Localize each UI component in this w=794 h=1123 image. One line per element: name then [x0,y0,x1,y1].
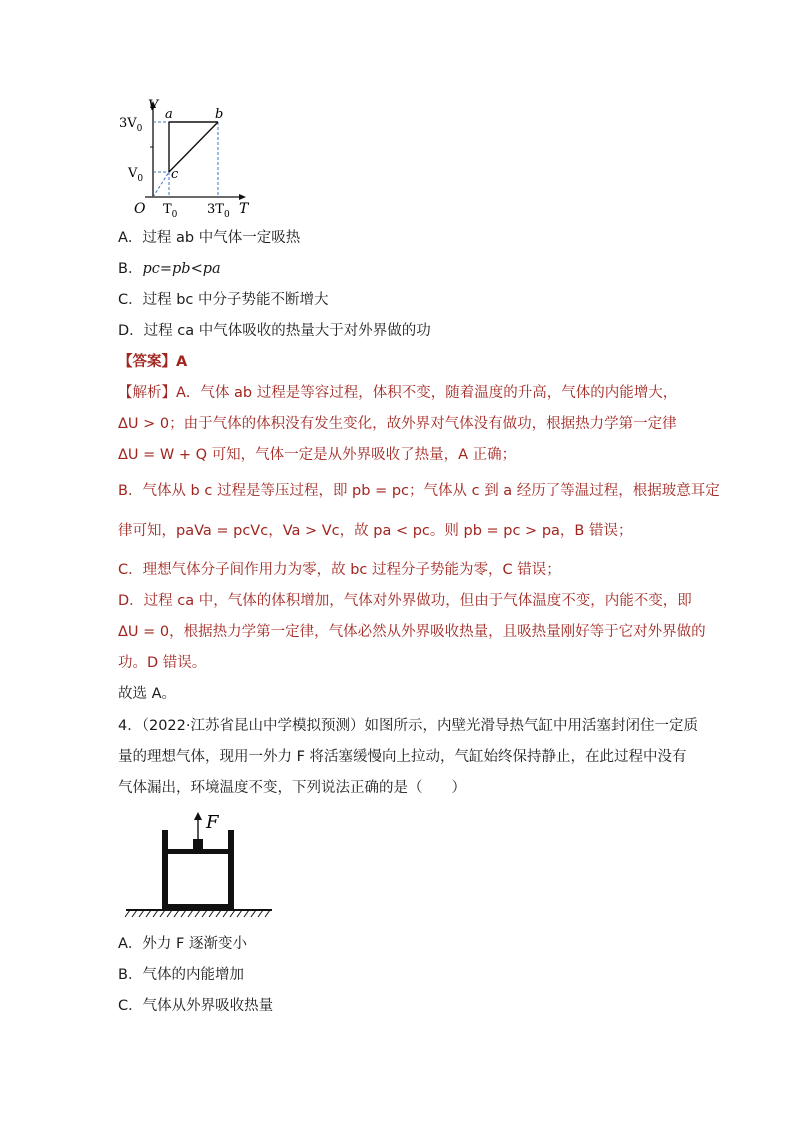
option-b-formula: pc=pb<pa [142,261,221,277]
analysis-line-8: ΔU = 0，根据热力学第一定律，气体必然从外界吸收热量，且吸热量刚好等于它对外界做的 [118,624,706,640]
origin-label: O [134,201,146,217]
label-3v0: $3V_0$ [119,116,143,134]
analysis-line-2: ΔU > 0；由于气体的体积没有发生变化，故外界对气体没有做功，根据热力学第一定律 [118,416,677,432]
q4-option-b: B．气体的内能增加 [118,967,244,983]
t-axis-arrow [239,194,246,200]
cylinder-diagram [122,808,282,923]
analysis-line-9: 功。D 错误。 [118,655,207,671]
option-c: C．过程 bc 中分子势能不断增大 [118,292,329,308]
ground-hatch [125,910,270,917]
cylinder-bottom [162,904,234,910]
point-b-label: b [215,107,224,122]
option-b: B．pc=pb<pa [118,261,221,277]
conclusion: 故选 A。 [118,686,177,702]
force-label: F [206,812,219,833]
question-4-line-3: 气体漏出，环境温度不变，下列说法正确的是（ ） [118,780,466,796]
analysis-line-4: B．气体从 b c 过程是等压过程，即 pb = pc；气体从 c 到 a 经历了等温过程，根据玻意耳定 [118,483,720,499]
piston-rod [193,839,203,850]
guide-origin-c [153,172,169,197]
question-4-line-2: 量的理想气体，现用一外力 F 将活塞缓慢向上拉动，气缸始终保持静止，在此过程中没有 [118,749,687,765]
q4-option-c: C．气体从外界吸收热量 [118,998,274,1014]
label-3t0: $3T_0$ [207,202,230,220]
analysis-line-1: 【解析】A．气体 ab 过程是等容过程，体积不变，随着温度的升高，气体的内能增大， [118,385,678,401]
cylinder-left-wall [162,830,168,910]
vt-graph [115,95,255,225]
option-d: D．过程 ca 中气体吸收的热量大于对外界做的功 [118,323,431,339]
t-axis-label: T [239,201,249,217]
analysis-line-7: D．过程 ca 中，气体的体积增加，气体对外界做功，但由于气体温度不变，内能不变，即 [118,593,692,609]
line-bc [169,122,218,172]
cylinder-right-wall [228,830,234,910]
analysis-line-5: 律可知，paVa = pcVc，Va > Vc，故 pa < pc。则 pb = pc > pa，B 错误； [118,523,633,539]
point-a-label: a [165,107,173,122]
option-a: A．过程 ab 中气体一定吸热 [118,230,301,246]
analysis-line-3: ΔU = W + Q 可知，气体一定是从外界吸收了热量，A 正确； [118,447,517,463]
q4-option-a: A．外力 F 逐渐变小 [118,936,247,952]
answer-label: 【答案】A [118,354,188,370]
label-t0: $T_0$ [163,202,178,220]
label-v0: $V_0$ [128,166,144,184]
point-c-label: c [171,167,179,182]
force-arrow-head [194,812,202,820]
analysis-line-6: C．理想气体分子间作用力为零，故 bc 过程分子势能为零，C 错误； [118,562,561,578]
question-4-line-1: 4．（2022·江苏省昆山中学模拟预测）如图所示，内壁光滑导热气缸中用活塞封闭住一定质 [118,718,698,734]
v-axis-label: V [148,98,159,114]
